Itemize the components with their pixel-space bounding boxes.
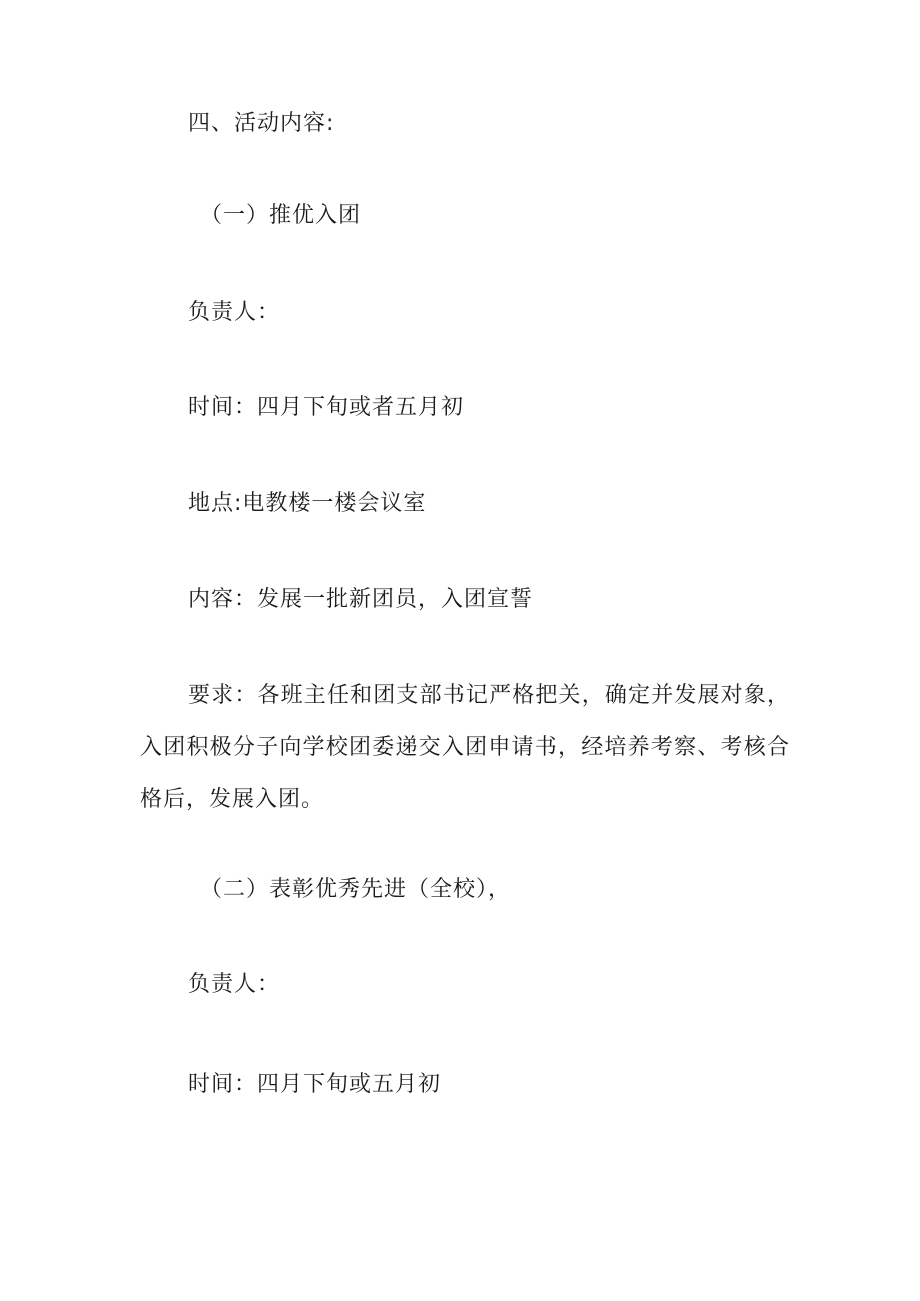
item1-time: 时间：四月下旬或者五月初 (188, 395, 465, 420)
item1-location: 地点:电教楼一楼会议室 (188, 491, 427, 516)
section-title: 四、活动内容: (188, 111, 335, 136)
item2-time: 时间：四月下旬或五月初 (188, 1072, 442, 1097)
item1-heading: （一）推优入团 (200, 203, 362, 228)
item2-heading: （二）表彰优秀先进（全校）， (200, 877, 512, 902)
item1-content: 内容：发展一批新团员，入团宣誓 (188, 587, 534, 612)
item1-responsible: 负责人： (188, 300, 281, 325)
item1-requirement: 要求：各班主任和团支部书记严格把关，确定并发展对象，入团积极分子向学校团委递交入团申请书，经培养考察、考核合格后，发展入团。 (140, 683, 790, 812)
item2-responsible: 负责人： (188, 972, 281, 997)
